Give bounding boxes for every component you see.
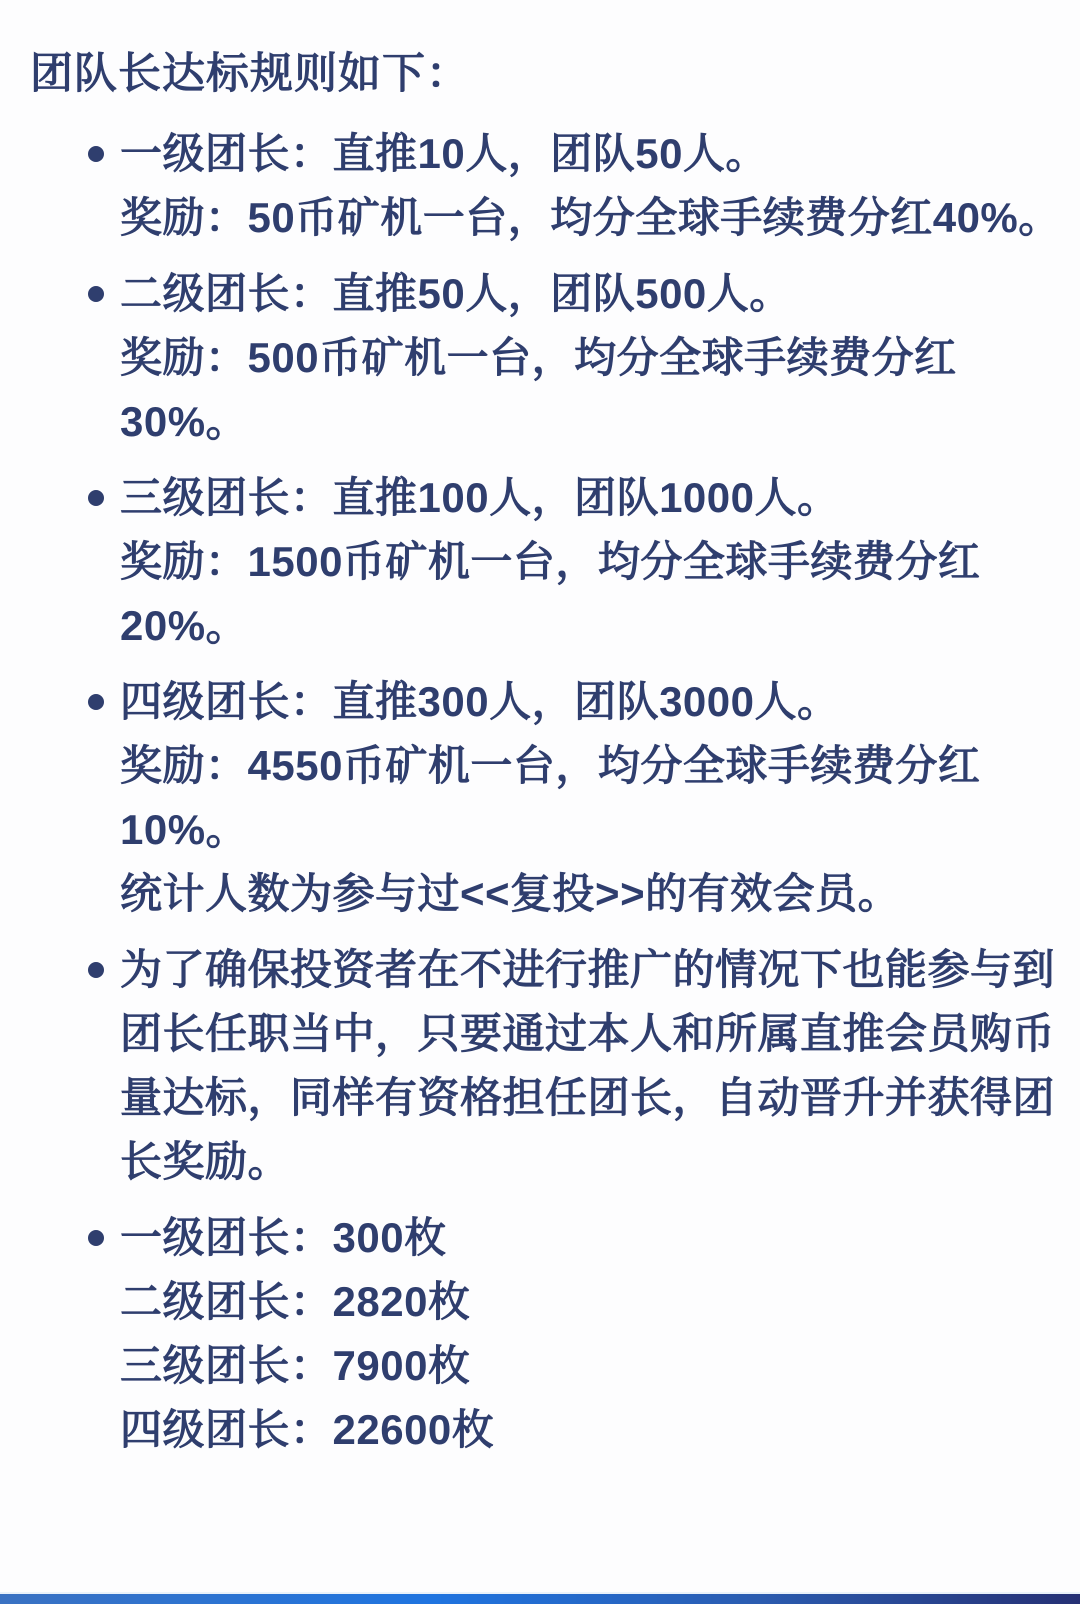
bullet-line: 奖励：1500币矿机一台，均分全球手续费分红 — [120, 538, 981, 585]
bullet-dot-icon — [88, 962, 104, 978]
bullet-line: 团长任职当中，只要通过本人和所属直推会员购币 — [120, 1010, 1056, 1057]
bullet-dot-icon — [88, 694, 104, 710]
bullet-line: 一级团长：直推10人，团队50人。 — [120, 130, 768, 177]
bullet-line: 四级团长：直推300人，团队3000人。 — [120, 678, 840, 725]
bullet-dot-icon — [88, 1230, 104, 1246]
bullet-item-level1-rule — [0, 122, 1080, 250]
bullet-line: 长奖励。 — [120, 1138, 291, 1185]
bullet-line: 四级团长：22600枚 — [120, 1406, 495, 1453]
bullet-item-level4-rule — [0, 670, 1080, 926]
bullet-dot-icon — [88, 490, 104, 506]
bullet-line: 奖励：4550币矿机一台，均分全球手续费分红 — [120, 742, 981, 789]
bullet-line: 30%。 — [120, 398, 249, 445]
bullet-item-coin-thresholds — [0, 1206, 1080, 1462]
bullet-dot-icon — [88, 286, 104, 302]
bullet-list — [0, 122, 1080, 1462]
bullet-line: 为了确保投资者在不进行推广的情况下也能参与到 — [120, 946, 1056, 993]
bullet-line: 量达标，同样有资格担任团长，自动晋升并获得团 — [120, 1074, 1056, 1121]
document-page — [0, 42, 1080, 1604]
bullet-line: 统计人数为参与过<<复投>>的有效会员。 — [120, 870, 901, 917]
bullet-line: 三级团长：直推100人，团队1000人。 — [120, 474, 840, 521]
bullet-line: 二级团长：2820枚 — [120, 1278, 471, 1325]
bullet-line: 二级团长：直推50人，团队500人。 — [120, 270, 792, 317]
bullet-line: 奖励：500币矿机一台，均分全球手续费分红 — [120, 334, 957, 381]
bullet-line: 一级团长：300枚 — [120, 1214, 447, 1261]
bullet-line: 三级团长：7900枚 — [120, 1342, 471, 1389]
bullet-line: 20%。 — [120, 602, 249, 649]
bullet-item-level3-rule — [0, 466, 1080, 658]
bullet-item-level2-rule — [0, 262, 1080, 454]
bullet-dot-icon — [88, 146, 104, 162]
bullet-item-auto-promotion-rule — [0, 938, 1080, 1194]
page-title: 团队长达标规则如下： — [30, 50, 470, 98]
bullet-line: 奖励：50币矿机一台，均分全球手续费分红40%。 — [120, 194, 1061, 241]
bottom-accent-bar — [0, 1592, 1080, 1604]
bullet-line: 10%。 — [120, 806, 249, 853]
